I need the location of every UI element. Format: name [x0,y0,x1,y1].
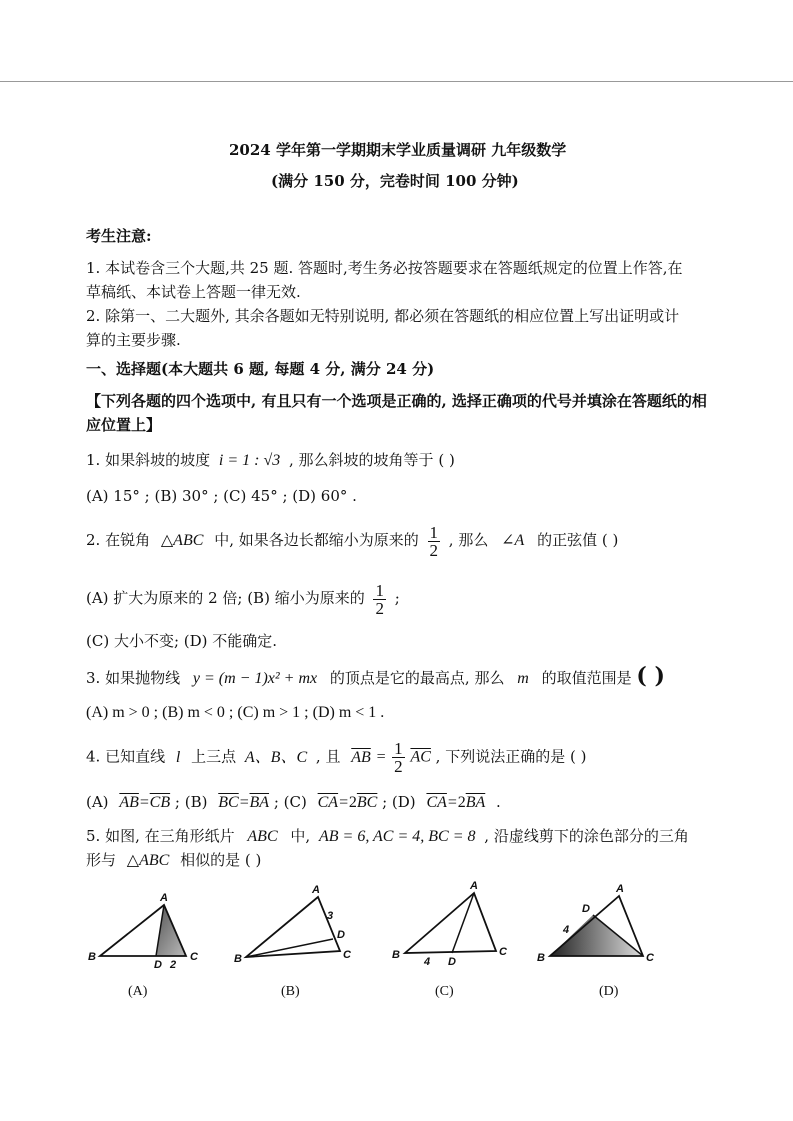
fig-c-label-c: C [499,946,507,958]
q4-opt-c-eq: = [338,794,349,811]
fig-c-label-d: D [448,956,456,968]
fig-a-mark: 2 [170,959,177,971]
q2-opt-frac-num: 1 [375,580,384,600]
section-1-instruction-line-1: 【下列各题的四个选项中, 有且只有一个选项是正确的, 选择正确项的代号并填涂在答题纸的相 [86,392,707,410]
q5-stem-2a: 形与 [86,851,117,869]
q1-stem-b: , 那么斜坡的坡角等于 ( ) [289,451,455,469]
q2-frac-num: 1 [429,522,439,542]
notice-item-1-line-2: 草稿纸、本试卷上答题一律无效. [86,283,301,301]
q4-opt-a-eq: = [138,794,150,811]
q2-frac-den: 2 [429,540,439,560]
q2-stem-b: 中, 如果各边长都缩小为原来的 [214,531,419,549]
figure-c [392,880,508,968]
question-3-options: (A) m > 0 ; (B) m < 0 ; (C) m > 1 ; (D) m < 1 . [86,704,385,721]
figure-b-caption: (B) [281,984,300,999]
exam-title: 2024 学年第一学期期末学业质量调研 九年级数学 [229,141,567,159]
figure-a-caption: (A) [128,984,148,999]
q2-stem-c: , 那么 [448,531,489,549]
figure-a [88,892,199,971]
fig-c-label-a: A [470,880,478,892]
q4-opt-a-right: $\overline{CB}$ [149,794,171,811]
q4-frac-num: 1 [394,739,403,758]
q5-stem-2b: 相似的是 ( ) [180,851,262,869]
q4-stem-c: , 且 [315,747,341,766]
q4-opt-d-label: ; (D) [382,793,416,811]
notice-item-2-line-2: 算的主要步骤. [86,331,181,349]
q4-opt-c-label: ; (C) [273,793,307,811]
q4-stem-d: , 下列说法正确的是 ( ) [435,747,587,766]
fig-b-label-d: D [337,929,345,941]
q4-opt-b-label: ; (B) [174,793,208,811]
q3-stem-b: 的顶点是它的最高点, 那么 [329,669,505,687]
q4-opt-b-eq: = [238,794,250,811]
exam-subtitle: (满分 150 分，完卷时间 100 分钟) [271,172,519,190]
notice-item-1-line-1: 1. 本试卷含三个大题,共 25 题. 答题时,考生务必按答题要求在答题纸规定的位置上作答,在 [86,259,683,277]
fig-b-label-b: B [234,953,242,965]
q2-opt-ab-a: (A) 扩大为原来的 2 倍; (B) 缩小为原来的 [86,589,365,607]
fig-d-label-b: B [537,952,545,964]
q2-opt-frac-den: 2 [375,598,384,618]
q3-var-m: m [517,670,529,687]
fig-b-label-a: A [312,884,320,896]
question-2-options-cd: (C) 大小不变; (D) 不能确定. [86,632,278,650]
fig-a-label-d: D [154,959,162,971]
q4-opt-d-eq: = [446,794,458,811]
q4-opt-a-left: $\overline{AB}$ [119,794,139,811]
q5-sides: AB = 6, AC = 4, BC = 8 [318,828,476,845]
fig-a-label-b: B [88,951,96,963]
q4-equals: = [375,748,387,766]
q4-opt-d-right: $\overline{BA}$ [465,794,486,811]
fig-c-label-b: B [392,949,400,961]
notice-heading: 考生注意: [86,227,152,245]
q4-frac-den: 2 [394,757,403,776]
figure-c-caption: (C) [435,984,454,999]
figure-d [537,883,655,964]
figure-c-triangle [405,893,496,953]
section-1-heading: 一、选择题(本大题共 6 题, 每题 4 分, 满分 24 分) [86,360,435,378]
q2-stem-a: 2. 在锐角 [86,531,151,549]
q4-opt-d-coef: 2 [457,794,466,811]
fig-b-mark: 3 [327,910,334,922]
fig-a-label-a: A [160,892,168,904]
question-1-options: (A) 15° ; (B) 30° ; (C) 45° ; (D) 60° . [86,487,357,505]
notice-item-2-line-1: 2. 除第一、二大题外, 其余各题如无特别说明, 都必须在答题纸的相应位置上写出证明或计 [86,307,680,325]
q3-stem-c: 的取值范围是 [541,669,632,687]
fig-c-mark: 4 [424,956,431,968]
q4-opt-c-right: $\overline{BC}$ [356,794,378,811]
fig-b-label-c: C [343,949,351,961]
q5-stem-1a: 5. 如图, 在三角形纸片 [86,827,235,845]
q5-abc: ABC [247,828,278,845]
q3-stem-a: 3. 如果抛物线 [86,669,181,687]
q2-opt-ab-b: ; [394,589,400,607]
q3-answer-paren: ( ) [636,663,665,689]
q4-opt-b-right: $\overline{BA}$ [249,794,270,811]
q5-stem-1c: , 沿虚线剪下的涂色部分的三角 [484,827,689,845]
q4-opt-c-left: $\overline{CA}$ [317,794,339,811]
fig-a-label-c: C [190,951,198,963]
q2-stem-d: 的正弦值 ( ) [537,531,619,549]
q4-vector-ac: $\overline{AC}$ [410,748,431,766]
fig-d-mark: 4 [563,924,570,936]
q4-opt-c-coef: 2 [348,794,357,811]
figure-b [234,884,352,965]
q4-points: A、B、C [244,748,308,766]
q4-opt-d-left: $\overline{CA}$ [426,794,447,811]
fig-d-label-c: C [646,952,654,964]
q4-stem-b: 上三点 [191,747,237,766]
q4-line-l: l [175,748,181,766]
q5-triangle: △ABC [126,852,170,869]
q4-opt-a-label: (A) [86,793,109,811]
q1-slope-formula: i = 1 : √3 [218,452,281,469]
q4-opt-end: . [496,793,501,811]
q4-stem-a: 4. 已知直线 [86,747,166,766]
q3-parabola-formula: y = (m − 1)x² + mx [192,670,318,687]
fig-d-label-d: D [582,903,590,915]
q1-stem-a: 1. 如果斜坡的坡度 [86,451,211,469]
q5-stem-1b: 中, [290,827,311,845]
figure-d-caption: (D) [599,984,619,999]
q2-triangle-abc: △ABC [160,532,204,549]
q2-angle-a: ∠A [501,532,525,549]
q4-vector-ab: $\overline{AB}$ [351,748,371,766]
q4-opt-b-left: $\overline{BC}$ [218,794,239,811]
fig-d-label-a: A [616,883,624,895]
section-1-instruction-line-2: 应位置上】 [86,416,162,434]
